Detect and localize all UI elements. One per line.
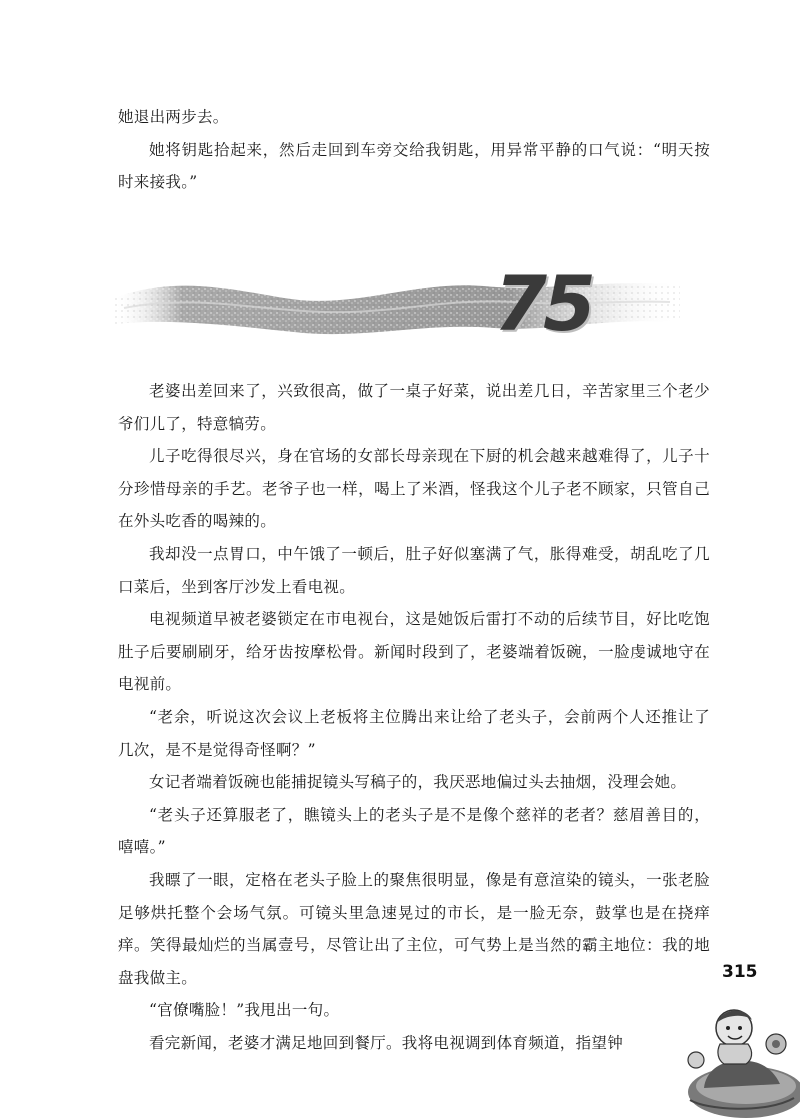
chapter-number: 75 [494,259,592,348]
text-block-top [118,101,710,199]
paragraph: “官僚嘴脸！”我甩出一句。 [149,1001,340,1020]
paragraph: 我却没一点胃口，中午饿了一顿后，肚子好似塞满了气，胀得难受，胡乱吃了几口菜后，坐到客厅沙发上看电视。 [118,544,710,596]
paragraph: 女记者端着饭碗也能捕捉镜头写稿子的，我厌恶地偏过头去抽烟，没理会她。 [149,773,687,792]
page-number: 315 [722,962,758,982]
corner-illustration-icon [676,1000,800,1119]
paragraph: 她将钥匙拾起来，然后走回到车旁交给我钥匙，用异常平静的口气说：“明天按时来接我。” [118,140,710,192]
paragraph: “老头子还算服老了，瞧镜头上的老头子是不是像个慈祥的老者？慈眉善目的，嘻嘻。” [118,805,710,857]
paragraph: 电视频道早被老婆锁定在市电视台，这是她饭后雷打不动的后续节目，好比吃饱肚子后要刷刷牙，给牙齿按摩松骨。新闻时段到了，老婆端着饭碗，一脸虔诚地守在电视前。 [118,610,710,694]
paragraph: 老婆出差回来了，兴致很高，做了一桌子好菜，说出差几日，辛苦家里三个老少爷们儿了，特意犒劳。 [118,382,710,433]
text-block-main [118,375,710,1059]
paragraph: 我瞟了一眼，定格在老头子脸上的聚焦很明显，像是有意渲染的镜头，一张老脸足够烘托整个会场气氛。可镜头里急速晃过的市长，是一脸无奈，鼓掌也是在挠痒痒。笑得最灿烂的当属壹号，尽管让出了主位，可气势上是当然的霸主地位：我的地盘我做主。 [118,870,710,987]
paragraph: 儿子吃得很尽兴，身在官场的女部长母亲现在下厨的机会越来越难得了，儿子十分珍惜母亲的手艺。老爷子也一样，喝上了米酒，怪我这个儿子老不顾家，只管自己在外头吃香的喝辣的。 [118,447,710,531]
paragraph: 她退出两步去。 [118,108,229,126]
paragraph: “老余，听说这次会议上老板将主位腾出来让给了老头子，会前两个人还推让了几次，是不是觉得奇怪啊？” [118,707,710,759]
paragraph: 看完新闻，老婆才满足地回到餐厅。我将电视调到体育频道，指望钟 [149,1033,624,1052]
